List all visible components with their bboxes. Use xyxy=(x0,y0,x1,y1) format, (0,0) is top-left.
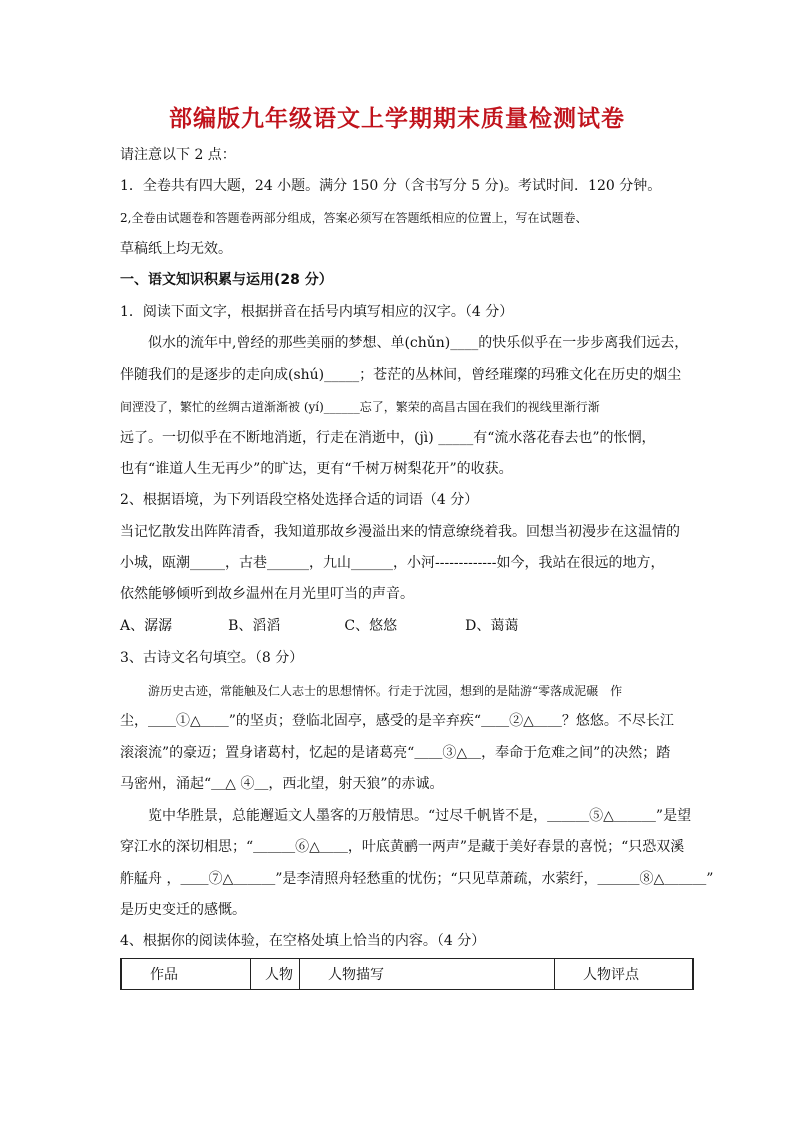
q3-line-7: 舴艋舟 ，＿＿⑦△＿＿＿”是李清照舟轻愁重的忧伤；“只见草萧疏，水萦纡，＿＿＿⑧△＿＿＿” xyxy=(120,871,714,887)
q4-header-work: 作品 xyxy=(121,959,251,990)
q1-line-3: 间湮没了，繁忙的丝绸古道渐渐被 (yí)______忘了，繁荣的高昌古国在我们的视线里渐行渐 xyxy=(120,400,600,414)
q4-stem: 4、根据你的阅读体验，在空格处填上恰当的内容。（4 分） xyxy=(120,933,486,949)
notice-heading: 请注意以下 2 点： xyxy=(120,147,236,163)
q3-stem: 3、古诗文名句填空。（8 分） xyxy=(120,650,304,666)
q2-option-b: B、滔滔 xyxy=(228,618,281,634)
page-title: 部编版九年级语文上学期期末质量检测试卷 xyxy=(169,106,625,132)
q4-table xyxy=(120,958,694,990)
q3-line-1: 游历史古迹，常能触及仁人志士的思想情怀。行走于沈园，想到的是陆游“零落成泥碾 作 xyxy=(148,684,623,698)
q3-line-8: 是历史变迁的感慨。 xyxy=(120,902,246,918)
section-heading-1: 一、语文知识积累与运用(28 分） xyxy=(120,272,333,288)
note-1: 1．全卷共有四大题，24 小题。满分 150 分（含书写分 5 分)。考试时间．120 分钟。 xyxy=(120,178,662,194)
q2-stem: 2、根据语境，为下列语段空格处选择合适的词语（4 分） xyxy=(120,492,479,508)
q4-header-comment: 人物评点 xyxy=(555,959,694,990)
q4-table-header-row xyxy=(121,959,693,990)
q2-line-2: 小城，瓯潮_____，古巷______，九山______，小河-------------如今，我站在很远的地方， xyxy=(120,555,665,571)
q4-header-description: 人物描写 xyxy=(300,959,555,990)
q1-line-1: 似水的流年中,曾经的那些美丽的梦想、单(chǔn)____的快乐似乎在一步步离我们远去， xyxy=(148,335,689,351)
q1-line-2: 伴随我们的是逐步的走向成(shú)_____；苍茫的丛林间，曾经璀璨的玛雅文化在历史的烟尘 xyxy=(120,367,682,383)
note-2b: 草稿纸上均无效。 xyxy=(120,241,232,257)
q1-line-5: 也有“谁道人生无再少”的旷达，更有“千树万树梨花开”的收获。 xyxy=(120,461,513,477)
q1-line-4: 远了。一切似乎在不断地消逝，行走在消逝中，(jì) _____有“流水落花春去也”的怅惘， xyxy=(120,430,656,446)
q1-stem: 1．阅读下面文字，根据拼音在括号内填写相应的汉字。（4 分） xyxy=(120,304,514,320)
q3-line-5: 览中华胜景，总能邂逅文人墨客的万般情思。“过尽千帆皆不是，＿＿＿⑤△＿＿＿”是望 xyxy=(148,808,692,824)
q2-options xyxy=(120,616,695,636)
q2-option-c: C、悠悠 xyxy=(344,618,398,634)
q2-option-d: D、蔼蔼 xyxy=(465,618,519,634)
q4-header-character: 人物 xyxy=(251,959,300,990)
q3-line-2: 尘，＿＿①△＿＿”的坚贞；登临北固亭，感受的是辛弃疾“＿＿②△＿＿？悠悠。不尽长江 xyxy=(120,713,674,729)
q2-option-a: A、潺潺 xyxy=(120,618,173,634)
q3-line-3: 滚滚流”的豪迈；置身诸葛村，忆起的是诸葛亮“＿＿③△＿，奉命于危难之间”的决然；踏 xyxy=(120,745,671,761)
q2-line-3: 依然能够倾听到故乡温州在月光里叮当的声音。 xyxy=(120,586,414,602)
q2-line-1: 当记忆散发出阵阵清香，我知道那故乡漫溢出来的情意缭绕着我。回想当初漫步在这温情的 xyxy=(120,524,680,540)
note-2a: 2,全卷由试题卷和答题卷两部分组成，答案必须写在答题纸相应的位置上，写在试题卷、 xyxy=(120,211,588,225)
q3-line-4: 马密州，涌起“＿△ ④＿，西北望，射天狼”的赤诚。 xyxy=(120,776,444,792)
q3-line-6: 穿江水的深切相思；“＿＿＿⑥△＿＿，叶底黄鹂一两声”是藏于美好春景的喜悦；“只恐双溪 xyxy=(120,839,685,855)
